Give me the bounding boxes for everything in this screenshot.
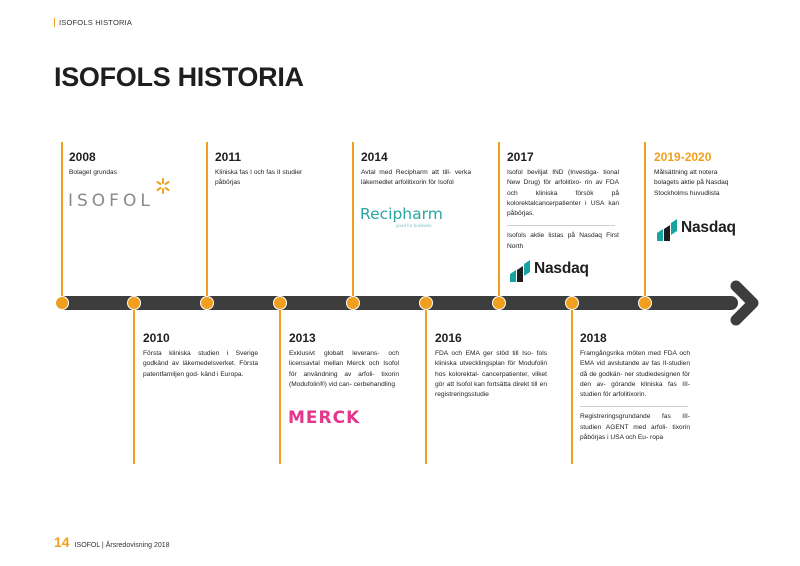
- connector-2010: [133, 302, 135, 464]
- event-desc: Framgångsrika möten med FDA och EMA vid avslutande av fas II-studien då de godkän- ner studiedesignen för den av- görande kliniska fas III-studien för arfolitixorin.: [580, 350, 690, 399]
- event-2017: [507, 150, 619, 252]
- event-2010: [143, 331, 258, 380]
- timeline-dot-2014: [346, 296, 360, 310]
- timeline-arrow-icon: [722, 278, 772, 328]
- connector-2013: [279, 302, 281, 464]
- nasdaq-logo-text: Nasdaq: [534, 260, 589, 277]
- timeline-dot-2016: [419, 296, 433, 310]
- event-desc: Avtal med Recipharm att till- verka läkemedlet arfolitixorin för Isofol: [361, 169, 471, 187]
- event-desc: Första kliniska studien i Sverige godkänd av läkemedelsverket. Första patentfamiljen god- känd i Europa.: [143, 350, 258, 378]
- merck-logo: MERCK: [288, 408, 361, 428]
- event-2013: [289, 331, 399, 390]
- isofol-logo: [68, 178, 180, 212]
- event-2018: [580, 331, 690, 443]
- event-year: 2013: [289, 331, 316, 345]
- timeline-dot-2013: [273, 296, 287, 310]
- event-2014: [361, 150, 471, 189]
- recipharm-logo: [360, 206, 456, 234]
- footer-text: ISOFOL | Årsredovisning 2018: [74, 542, 170, 549]
- connector-2011: [206, 142, 208, 302]
- page-title: ISOFOLS HISTORIA: [54, 62, 304, 92]
- connector-2019: [644, 142, 646, 302]
- event-desc: FDA och EMA ger stöd till Iso- fols kliniska utvecklingsplan för Modufolin hos kolorektal- cancerpatienter, vilket gör att Isofol kan fortsätta direkt till en registreringsstudie: [435, 350, 547, 399]
- timeline-dot-2011: [200, 296, 214, 310]
- event-desc: Målsättning att notera bolagets aktie på Nasdaq Stockholms huvudlista: [654, 169, 729, 197]
- event-2011: [215, 150, 325, 189]
- event-year: 2019-2020: [654, 150, 712, 164]
- timeline-dot-2017: [492, 296, 506, 310]
- timeline-axis: [56, 296, 738, 310]
- header-tag: ISOFOLS HISTORIA: [54, 18, 132, 27]
- page-number: 14: [54, 534, 70, 550]
- isofol-star-icon: [156, 178, 170, 194]
- event-year: 2014: [361, 150, 388, 164]
- connector-2014: [352, 142, 354, 302]
- event-2008: [69, 150, 189, 178]
- nasdaq-logo-text: Nasdaq: [681, 219, 736, 236]
- event-year: 2008: [69, 150, 96, 164]
- timeline-dot-2010: [127, 296, 141, 310]
- connector-2016: [425, 302, 427, 464]
- event-year: 2011: [215, 150, 242, 164]
- timeline-dot-2008: [55, 296, 69, 310]
- event-desc: Bolaget grundas: [69, 169, 118, 176]
- isofol-logo-text: ISOFOL: [68, 191, 154, 211]
- connector-2008: [61, 142, 63, 302]
- divider: [507, 225, 615, 226]
- page-footer: [54, 534, 170, 550]
- nasdaq-mark-icon: [655, 219, 679, 241]
- event-2019-2020: [654, 150, 744, 199]
- timeline-dot-2019: [638, 296, 652, 310]
- event-desc-secondary: Isofols aktie listas på Nasdaq First North: [507, 232, 619, 250]
- event-desc: Kliniska fas I och fas II studier påbörjas: [215, 169, 303, 187]
- timeline-dot-2018: [565, 296, 579, 310]
- event-2016: [435, 331, 547, 400]
- event-year: 2017: [507, 150, 534, 164]
- connector-2018: [571, 302, 573, 464]
- event-year: 2016: [435, 331, 462, 345]
- event-desc: Isofol beviljat IND (Investiga- tional New Drug) för arfolitixo- rin av FDA och kliniska försök på kolorektalcancerpatienter i USA kan påbörjas.: [507, 169, 619, 218]
- recipharm-logo-tagline: good for business: [396, 223, 432, 228]
- event-desc-secondary: Registreringsgrundande fas III-studien AGENT med arfoli- tixorin påbörjas i USA och Eu- ropa: [580, 413, 690, 442]
- recipharm-logo-text: Recipharm: [360, 205, 443, 223]
- divider: [580, 406, 688, 407]
- connector-2017: [498, 142, 500, 302]
- event-year: 2018: [580, 331, 607, 345]
- event-desc: Exklusivt globalt leverans- och licensavtal mellan Merck och Isofol för användning av arfoli- tixorin (Modufolin®) vid can- cerbehandling: [289, 350, 399, 388]
- nasdaq-mark-icon: [508, 260, 532, 282]
- event-year: 2010: [143, 331, 170, 345]
